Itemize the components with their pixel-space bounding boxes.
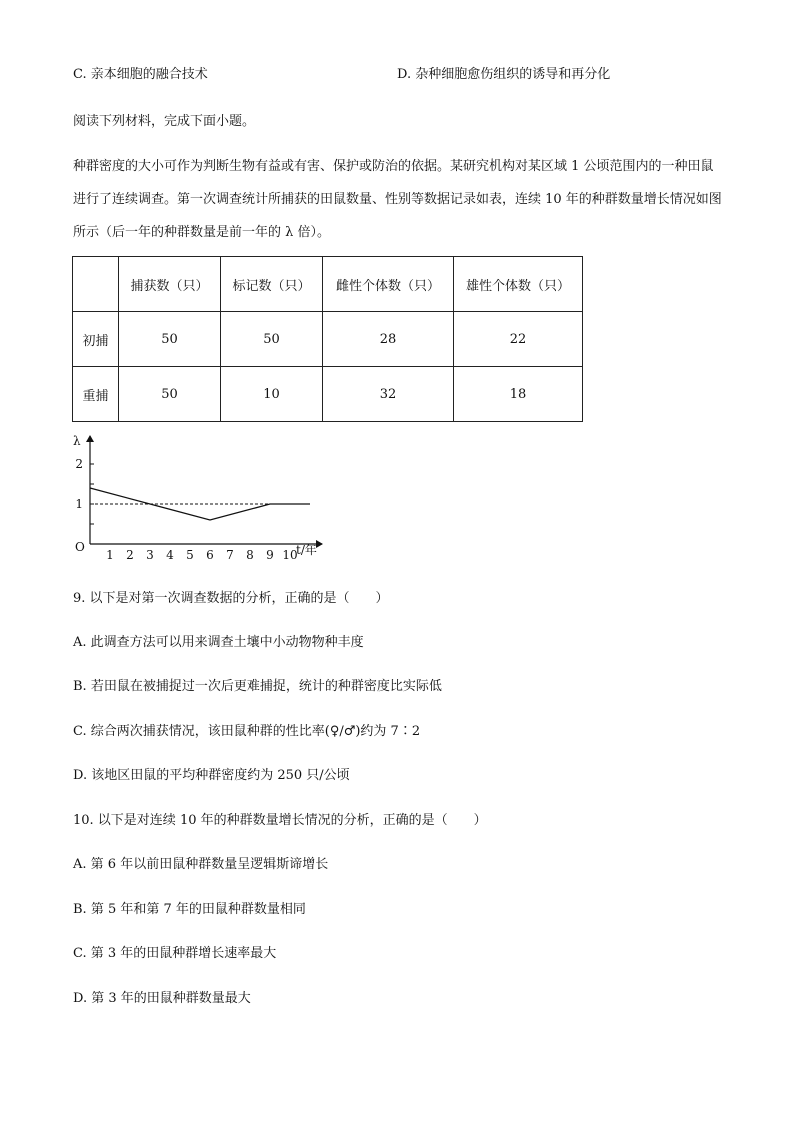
passage: 种群密度的大小可作为判断生物有益或有害、保护或防治的依据。某研究机构对某区域 1 公顷范围内的一种田鼠进行了连续调查。第一次调查统计所捕获的田鼠数量、性别等数据记录如表，连续 10 年的种群数量增长情况如图所示（后一年的种群数量是前一年的 λ 倍）。: [73, 159, 722, 240]
instruction: 阅读下列材料，完成下面小题。: [73, 114, 256, 129]
table-cell: 22: [454, 312, 583, 367]
q9-option-b: B. 若田鼠在被捕捉过一次后更难捕捉，统计的种群密度比实际低: [73, 679, 442, 694]
y-axis-label: λ: [73, 434, 81, 448]
table-cell: 32: [323, 367, 454, 422]
table-cell: 10: [221, 367, 323, 422]
table-header-cell: 雌性个体数（只）: [323, 257, 454, 312]
table-cell: 初捕: [73, 312, 119, 367]
table-cell: 18: [454, 367, 583, 422]
x-tick-label: 5: [186, 548, 194, 562]
x-tick-label: 2: [126, 548, 134, 562]
table-row: [73, 367, 583, 422]
table-row: [73, 312, 583, 367]
x-tick-label: 3: [146, 548, 154, 562]
q10-stem: 10. 以下是对连续 10 年的种群数量增长情况的分析，正确的是（ ）: [73, 813, 487, 828]
y-tick-label: 1: [75, 497, 83, 511]
q10-option-a: A. 第 6 年以前田鼠种群数量呈逻辑斯谛增长: [73, 857, 329, 872]
x-tick-label: 8: [246, 548, 254, 562]
x-tick-label: 9: [266, 548, 274, 562]
origin-label: O: [75, 540, 85, 554]
y-tick-label: 2: [75, 457, 83, 471]
x-axis-label: t/年: [296, 543, 317, 557]
q10-option-b: B. 第 5 年和第 7 年的田鼠种群数量相同: [73, 902, 306, 917]
table-cell: 重捕: [73, 367, 119, 422]
table-header-row: [73, 257, 583, 312]
table-cell: 28: [323, 312, 454, 367]
table-cell: 50: [119, 367, 221, 422]
x-tick-label: 4: [166, 548, 174, 562]
table-cell: 50: [221, 312, 323, 367]
x-tick-label: 7: [226, 548, 234, 562]
x-tick-label: 6: [206, 548, 214, 562]
table-header-cell: 捕获数（只）: [119, 257, 221, 312]
table-cell: 50: [119, 312, 221, 367]
x-tick-label: 1: [106, 548, 114, 562]
capture-data-table: [72, 256, 583, 422]
q10-option-c: C. 第 3 年的田鼠种群增长速率最大: [73, 946, 277, 961]
table-header-cell: 雄性个体数（只）: [454, 257, 583, 312]
table-header-cell: 标记数（只）: [221, 257, 323, 312]
q9-option-d: D. 该地区田鼠的平均种群密度约为 250 只/公顷: [73, 768, 350, 783]
prev-option-d: D. 杂种细胞愈伤组织的诱导和再分化: [397, 67, 611, 82]
lambda-chart: [70, 432, 330, 562]
prev-option-c: C. 亲本细胞的融合技术: [73, 67, 208, 82]
table-header-cell: [73, 257, 119, 312]
q9-stem: 9. 以下是对第一次调查数据的分析，正确的是（ ）: [73, 591, 389, 606]
q10-option-d: D. 第 3 年的田鼠种群数量最大: [73, 991, 251, 1006]
q9-option-c: C. 综合两次捕获情况，该田鼠种群的性比率(♀/♂)约为 7∶2: [73, 724, 421, 739]
q9-option-a: A. 此调查方法可以用来调查土壤中小动物物种丰度: [73, 635, 364, 650]
x-tick-label: 10: [282, 548, 298, 562]
